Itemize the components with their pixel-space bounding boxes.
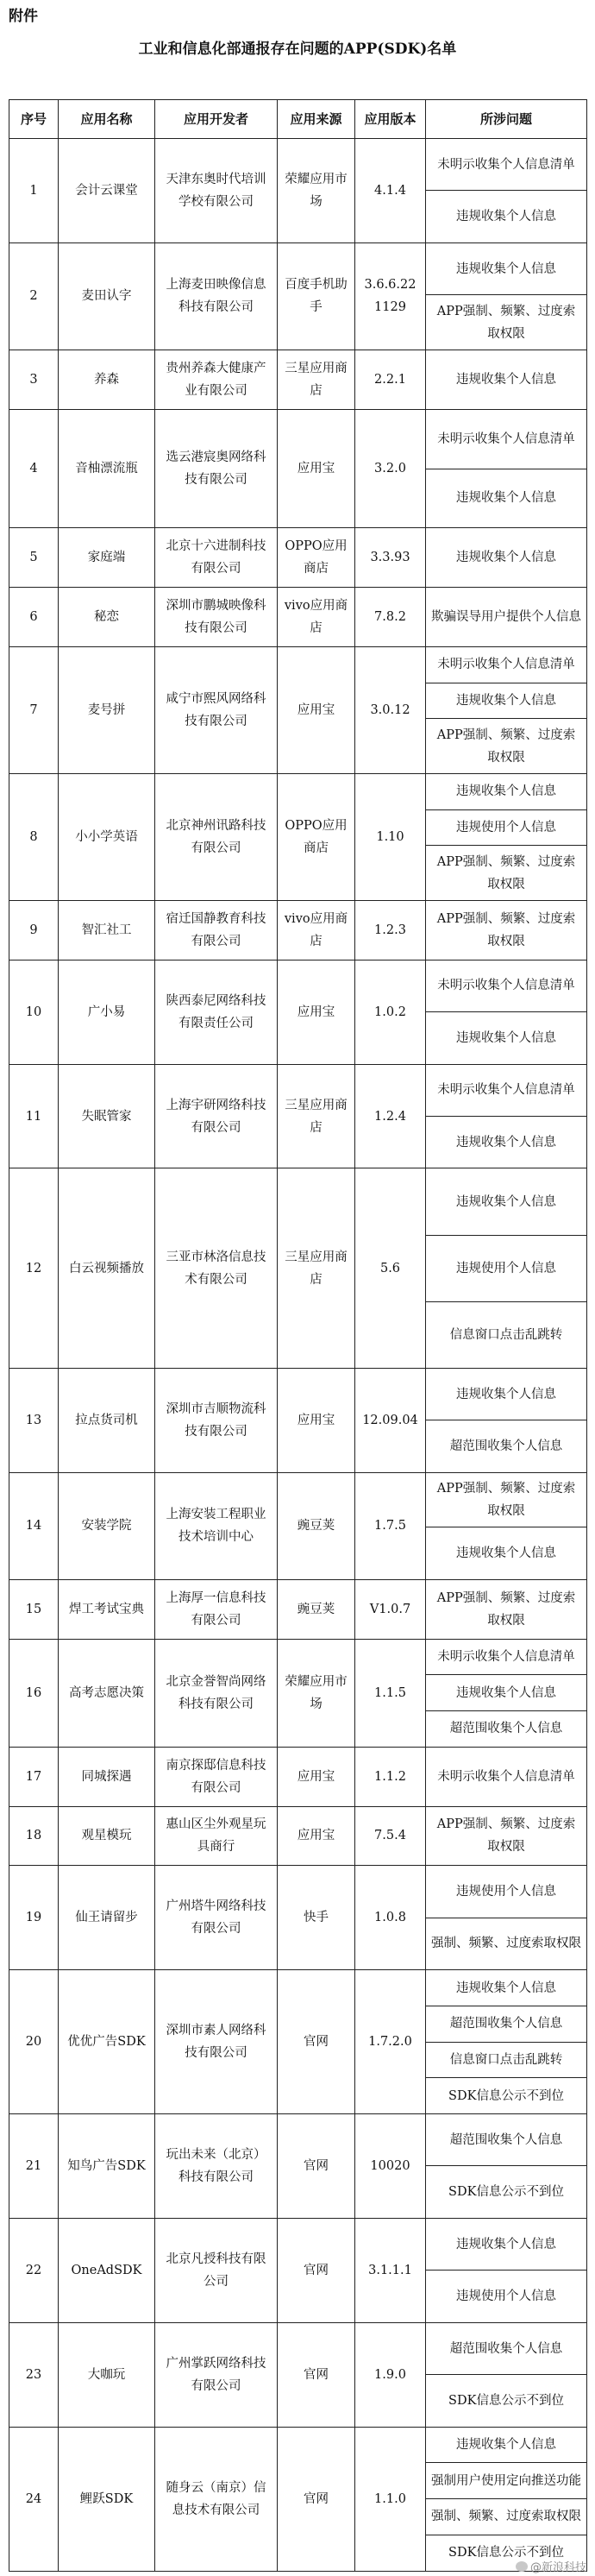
cell-developer: 随身云（南京）信息技术有限公司 xyxy=(155,2427,278,2571)
cell-version: 3.2.0 xyxy=(355,409,426,528)
cell-developer: 广州掌跃网络科技有限公司 xyxy=(155,2322,278,2427)
cell-issue: 未明示收集个人信息清单 xyxy=(426,1747,587,1806)
cell-issue: 违规收集个人信息 xyxy=(426,350,587,409)
cell-app-name: 养森 xyxy=(59,350,155,409)
cell-version: 2.2.1 xyxy=(355,350,426,409)
cell-app-name: 鲤跃SDK xyxy=(59,2427,155,2571)
column-header-app-name: 应用名称 xyxy=(59,100,155,139)
cell-source: 荣耀应用市场 xyxy=(278,1639,355,1747)
cell-app-name: 麦田认字 xyxy=(59,242,155,350)
table-row xyxy=(9,646,587,683)
cell-issue: 违规收集个人信息 xyxy=(426,528,587,588)
cell-issue: 强制、频繁、过度索取权限 xyxy=(426,2499,587,2535)
cell-no: 16 xyxy=(9,1639,59,1747)
cell-app-name: 焊工考试宝典 xyxy=(59,1579,155,1639)
cell-source: OPPO应用商店 xyxy=(278,773,355,900)
cell-no: 15 xyxy=(9,1579,59,1639)
column-header-developer: 应用开发者 xyxy=(155,100,278,139)
page-title: 工业和信息化部通报存在问题的APP(SDK)名单 xyxy=(138,41,457,58)
cell-no: 18 xyxy=(9,1806,59,1866)
cell-no: 9 xyxy=(9,900,59,960)
cell-source: 三星应用商店 xyxy=(278,1168,355,1368)
cell-issue: 违规收集个人信息 xyxy=(426,2427,587,2463)
cell-no: 1 xyxy=(9,139,59,243)
table-row xyxy=(9,528,587,588)
column-header-source: 应用来源 xyxy=(278,100,355,139)
cell-developer: 惠山区尘外观星玩具商行 xyxy=(155,1806,278,1866)
cell-issue: APP强制、频繁、过度索取权限 xyxy=(426,846,587,901)
cell-app-name: OneAdSDK xyxy=(59,2218,155,2322)
cell-app-name: 大咖玩 xyxy=(59,2322,155,2427)
column-header-no: 序号 xyxy=(9,100,59,139)
cell-source: 三星应用商店 xyxy=(278,350,355,409)
cell-app-name: 家庭端 xyxy=(59,528,155,588)
weibo-logo-icon xyxy=(516,2561,528,2572)
cell-no: 19 xyxy=(9,1866,59,1970)
cell-source: 官网 xyxy=(278,2322,355,2427)
cell-issue: 违规收集个人信息 xyxy=(426,469,587,528)
cell-developer: 选云港宸奥网络科技有限公司 xyxy=(155,409,278,528)
cell-version: 1.1.5 xyxy=(355,1639,426,1747)
cell-app-name: 失眠管家 xyxy=(59,1064,155,1168)
cell-no: 13 xyxy=(9,1368,59,1472)
cell-issue: 超范围收集个人信息 xyxy=(426,2113,587,2165)
cell-developer: 深圳市素人网络科技有限公司 xyxy=(155,1970,278,2114)
cell-no: 12 xyxy=(9,1168,59,1368)
table-row xyxy=(9,1579,587,1639)
cell-app-name: 同城探遇 xyxy=(59,1747,155,1806)
cell-app-name: 安装学院 xyxy=(59,1472,155,1579)
table-row xyxy=(9,409,587,469)
table-row xyxy=(9,350,587,409)
cell-version: 5.6 xyxy=(355,1168,426,1368)
table-row xyxy=(9,1866,587,1918)
cell-issue: 强制用户使用定向推送功能 xyxy=(426,2463,587,2499)
cell-source: OPPO应用商店 xyxy=(278,528,355,588)
cell-source: 快手 xyxy=(278,1866,355,1970)
cell-app-name: 秘恋 xyxy=(59,588,155,647)
watermark xyxy=(516,2558,586,2574)
cell-source: 官网 xyxy=(278,1970,355,2114)
table-row xyxy=(9,773,587,809)
cell-issue: 欺骗误导用户提供个人信息 xyxy=(426,588,587,647)
cell-developer: 北京金誉智尚网络科技有限公司 xyxy=(155,1639,278,1747)
cell-issue: 违规收集个人信息 xyxy=(426,191,587,242)
table-row xyxy=(9,1168,587,1235)
cell-source: vivo应用商店 xyxy=(278,588,355,647)
cell-source: 应用宝 xyxy=(278,409,355,528)
cell-no: 2 xyxy=(9,242,59,350)
cell-version: 3.0.12 xyxy=(355,646,426,773)
cell-version: 4.1.4 xyxy=(355,139,426,243)
cell-version: 1.2.4 xyxy=(355,1064,426,1168)
cell-developer: 上海安装工程职业技术培训中心 xyxy=(155,1472,278,1579)
cell-issue: APP强制、频繁、过度索取权限 xyxy=(426,1579,587,1639)
column-header-version: 应用版本 xyxy=(355,100,426,139)
cell-issue: 未明示收集个人信息清单 xyxy=(426,409,587,469)
cell-developer: 贵州养森大健康产业有限公司 xyxy=(155,350,278,409)
cell-developer: 三亚市林洛信息技术有限公司 xyxy=(155,1168,278,1368)
cell-issue: 违规使用个人信息 xyxy=(426,809,587,846)
cell-app-name: 广小易 xyxy=(59,960,155,1064)
cell-no: 24 xyxy=(9,2427,59,2571)
cell-developer: 北京神州讯路科技有限公司 xyxy=(155,773,278,900)
cell-no: 5 xyxy=(9,528,59,588)
cell-source: 官网 xyxy=(278,2113,355,2218)
cell-issue: 违规收集个人信息 xyxy=(426,2218,587,2270)
cell-issue: APP强制、频繁、过度索取权限 xyxy=(426,295,587,350)
cell-no: 21 xyxy=(9,2113,59,2218)
cell-issue: 违规收集个人信息 xyxy=(426,683,587,719)
cell-no: 11 xyxy=(9,1064,59,1168)
attachment-label: 附件 xyxy=(9,8,38,25)
cell-version: 3.6.6.221129 xyxy=(355,242,426,350)
table-row xyxy=(9,1368,587,1420)
cell-developer: 咸宁市熙风网络科技有限公司 xyxy=(155,646,278,773)
cell-source: 应用宝 xyxy=(278,1747,355,1806)
cell-issue: 超范围收集个人信息 xyxy=(426,1711,587,1748)
cell-no: 17 xyxy=(9,1747,59,1806)
app-list-table xyxy=(9,99,587,2572)
table-row xyxy=(9,1472,587,1527)
watermark-text: @新浪科技 xyxy=(529,2561,586,2574)
cell-developer: 深圳市吉顺物流科技有限公司 xyxy=(155,1368,278,1472)
cell-source: 豌豆荚 xyxy=(278,1472,355,1579)
cell-source: 应用宝 xyxy=(278,1368,355,1472)
cell-version: 1.7.5 xyxy=(355,1472,426,1579)
cell-app-name: 白云视频播放 xyxy=(59,1168,155,1368)
cell-issue: SDK信息公示不到位 xyxy=(426,2078,587,2114)
cell-developer: 玩出未来（北京）科技有限公司 xyxy=(155,2113,278,2218)
cell-developer: 北京十六进制科技有限公司 xyxy=(155,528,278,588)
cell-version: 3.3.93 xyxy=(355,528,426,588)
cell-no: 4 xyxy=(9,409,59,528)
table-row xyxy=(9,2113,587,2165)
cell-issue: SDK信息公示不到位 xyxy=(426,2375,587,2427)
cell-issue: 未明示收集个人信息清单 xyxy=(426,646,587,683)
cell-no: 14 xyxy=(9,1472,59,1579)
table-row xyxy=(9,900,587,960)
cell-issue: APP强制、频繁、过度索取权限 xyxy=(426,719,587,774)
cell-no: 23 xyxy=(9,2322,59,2427)
cell-source: vivo应用商店 xyxy=(278,900,355,960)
cell-source: 应用宝 xyxy=(278,646,355,773)
cell-version: 1.2.3 xyxy=(355,900,426,960)
cell-app-name: 拉点货司机 xyxy=(59,1368,155,1472)
cell-no: 3 xyxy=(9,350,59,409)
cell-source: 荣耀应用市场 xyxy=(278,139,355,243)
cell-source: 豌豆荚 xyxy=(278,1579,355,1639)
cell-issue: 违规收集个人信息 xyxy=(426,1970,587,2006)
cell-version: 1.9.0 xyxy=(355,2322,426,2427)
cell-no: 6 xyxy=(9,588,59,647)
table-row xyxy=(9,1639,587,1675)
cell-issue: 违规使用个人信息 xyxy=(426,2271,587,2322)
cell-developer: 北京凡授科技有限公司 xyxy=(155,2218,278,2322)
cell-developer: 上海麦田映像信息科技有限公司 xyxy=(155,242,278,350)
cell-app-name: 优优广告SDK xyxy=(59,1970,155,2114)
cell-developer: 上海厚一信息科技有限公司 xyxy=(155,1579,278,1639)
cell-issue: APP强制、频繁、过度索取权限 xyxy=(426,900,587,960)
cell-app-name: 知鸟广告SDK xyxy=(59,2113,155,2218)
cell-no: 20 xyxy=(9,1970,59,2114)
cell-version: 7.8.2 xyxy=(355,588,426,647)
cell-issue: 超范围收集个人信息 xyxy=(426,1420,587,1472)
table-body xyxy=(9,139,587,2572)
cell-version: 1.10 xyxy=(355,773,426,900)
cell-issue: 违规收集个人信息 xyxy=(426,242,587,294)
cell-source: 三星应用商店 xyxy=(278,1064,355,1168)
cell-issue: 信息窗口点击乱跳转 xyxy=(426,1301,587,1368)
cell-version: 10020 xyxy=(355,2113,426,2218)
cell-issue: 未明示收集个人信息清单 xyxy=(426,960,587,1011)
cell-issue: 超范围收集个人信息 xyxy=(426,2006,587,2042)
cell-developer: 上海宇研网络科技有限公司 xyxy=(155,1064,278,1168)
table-row xyxy=(9,139,587,191)
table-row xyxy=(9,2427,587,2463)
cell-issue: 违规收集个人信息 xyxy=(426,1527,587,1579)
cell-issue: 违规收集个人信息 xyxy=(426,773,587,809)
cell-app-name: 小小学英语 xyxy=(59,773,155,900)
cell-issue: 信息窗口点击乱跳转 xyxy=(426,2042,587,2078)
table-row xyxy=(9,242,587,294)
cell-source: 应用宝 xyxy=(278,1806,355,1866)
cell-issue: 未明示收集个人信息清单 xyxy=(426,1064,587,1116)
cell-developer: 南京探邸信息科技有限公司 xyxy=(155,1747,278,1806)
cell-issue: 违规收集个人信息 xyxy=(426,1168,587,1235)
cell-app-name: 仙王请留步 xyxy=(59,1866,155,1970)
cell-app-name: 高考志愿决策 xyxy=(59,1639,155,1747)
cell-no: 8 xyxy=(9,773,59,900)
cell-source: 官网 xyxy=(278,2427,355,2571)
cell-issue: APP强制、频繁、过度索取权限 xyxy=(426,1806,587,1866)
cell-developer: 深圳市鹏城映像科技有限公司 xyxy=(155,588,278,647)
cell-issue: 未明示收集个人信息清单 xyxy=(426,139,587,191)
cell-issue: 违规收集个人信息 xyxy=(426,1675,587,1711)
cell-developer: 陕西泰尼网络科技有限责任公司 xyxy=(155,960,278,1064)
table-header-row xyxy=(9,100,587,139)
table-row xyxy=(9,1806,587,1866)
cell-issue: 强制、频繁、过度索取权限 xyxy=(426,1918,587,1969)
cell-no: 10 xyxy=(9,960,59,1064)
column-header-issues: 所涉问题 xyxy=(426,100,587,139)
cell-issue: SDK信息公示不到位 xyxy=(426,2535,587,2571)
cell-source: 百度手机助手 xyxy=(278,242,355,350)
cell-app-name: 会计云课堂 xyxy=(59,139,155,243)
table-row xyxy=(9,588,587,647)
cell-version: 1.1.0 xyxy=(355,2427,426,2571)
cell-version: 7.5.4 xyxy=(355,1806,426,1866)
table-row xyxy=(9,960,587,1011)
cell-no: 22 xyxy=(9,2218,59,2322)
cell-version: 3.1.1.1 xyxy=(355,2218,426,2322)
cell-app-name: 音柚漂流瓶 xyxy=(59,409,155,528)
cell-issue: 违规收集个人信息 xyxy=(426,1368,587,1420)
table-row xyxy=(9,1747,587,1806)
cell-version: 1.7.2.0 xyxy=(355,1970,426,2114)
table-row xyxy=(9,2322,587,2374)
table-row xyxy=(9,1064,587,1116)
cell-developer: 天津东奥时代培训学校有限公司 xyxy=(155,139,278,243)
cell-issue: 违规使用个人信息 xyxy=(426,1866,587,1918)
cell-version: 1.0.8 xyxy=(355,1866,426,1970)
table-row xyxy=(9,2218,587,2270)
cell-version: 1.1.2 xyxy=(355,1747,426,1806)
cell-issue: SDK信息公示不到位 xyxy=(426,2166,587,2218)
cell-version: 1.0.2 xyxy=(355,960,426,1064)
cell-no: 7 xyxy=(9,646,59,773)
cell-version: 12.09.04 xyxy=(355,1368,426,1472)
cell-version: V1.0.7 xyxy=(355,1579,426,1639)
cell-developer: 广州塔牛网络科技有限公司 xyxy=(155,1866,278,1970)
cell-issue: 违规使用个人信息 xyxy=(426,1235,587,1301)
cell-issue: 违规收集个人信息 xyxy=(426,1117,587,1168)
cell-source: 官网 xyxy=(278,2218,355,2322)
cell-developer: 宿迁国静教育科技有限公司 xyxy=(155,900,278,960)
cell-issue: 超范围收集个人信息 xyxy=(426,2322,587,2374)
cell-app-name: 智汇社工 xyxy=(59,900,155,960)
cell-app-name: 麦号拼 xyxy=(59,646,155,773)
table-row xyxy=(9,1970,587,2006)
cell-issue: 未明示收集个人信息清单 xyxy=(426,1639,587,1675)
cell-app-name: 观星模玩 xyxy=(59,1806,155,1866)
cell-issue: APP强制、频繁、过度索取权限 xyxy=(426,1472,587,1527)
cell-source: 应用宝 xyxy=(278,960,355,1064)
cell-issue: 违规收集个人信息 xyxy=(426,1012,587,1064)
